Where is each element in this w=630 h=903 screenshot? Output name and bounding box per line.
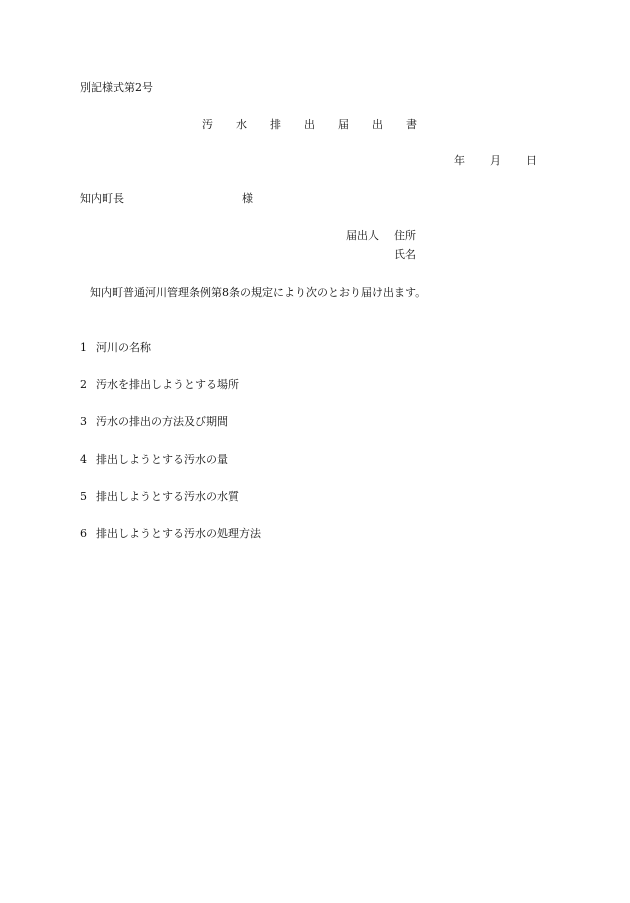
date-day-label: 日 <box>526 154 537 167</box>
title-char: 汚 <box>202 118 213 131</box>
list-item <box>80 342 151 353</box>
date-year-label: 年 <box>454 154 465 167</box>
item-label: 汚水を排出しようとする場所 <box>96 378 239 391</box>
form-number: 別記様式第2号 <box>80 81 153 94</box>
date-line <box>454 155 562 166</box>
title-char: 出 <box>304 118 315 131</box>
title-char: 水 <box>236 118 247 131</box>
title-char: 排 <box>270 118 281 131</box>
item-number: 2 <box>80 378 87 391</box>
statement-text: 知内町普通河川管理条例第8条の規定により次のとおり届け出ます。 <box>90 286 427 299</box>
title-char: 出 <box>372 118 383 131</box>
addressee: 知内町長 <box>80 192 124 205</box>
applicant-label: 届出人 <box>346 229 379 242</box>
item-number: 4 <box>80 453 87 466</box>
date-month-label: 月 <box>490 154 501 167</box>
title-char: 書 <box>406 118 417 131</box>
list-item <box>80 379 239 390</box>
address-label: 住所 <box>394 229 416 242</box>
item-number: 6 <box>80 527 87 540</box>
item-label: 汚水の排出の方法及び期間 <box>96 415 228 428</box>
name-label: 氏名 <box>394 248 416 261</box>
item-label: 排出しようとする汚水の量 <box>96 453 228 466</box>
honorific: 様 <box>242 192 253 205</box>
item-number: 5 <box>80 490 87 503</box>
item-label: 河川の名称 <box>96 341 151 354</box>
title-char: 届 <box>338 118 349 131</box>
document-title <box>202 119 440 130</box>
list-item <box>80 416 228 427</box>
item-number: 3 <box>80 415 87 428</box>
item-label: 排出しようとする汚水の処理方法 <box>96 527 261 540</box>
list-item <box>80 454 228 465</box>
list-item <box>80 491 239 502</box>
list-item <box>80 528 261 539</box>
item-label: 排出しようとする汚水の水質 <box>96 490 239 503</box>
item-number: 1 <box>80 341 87 354</box>
